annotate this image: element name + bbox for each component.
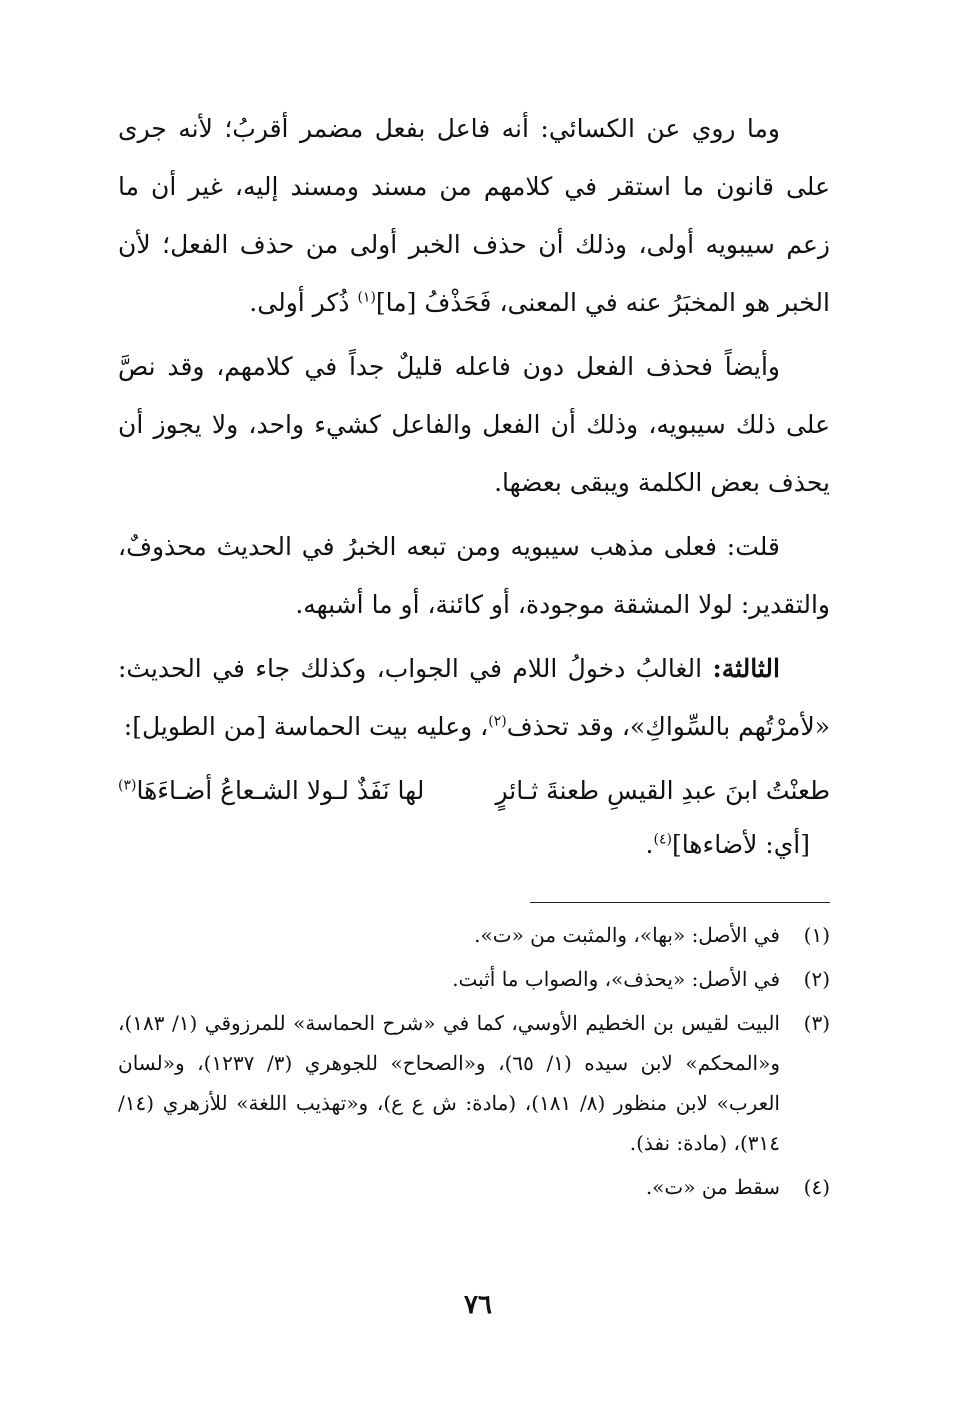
paragraph-2-text: وأيضاً فحذف الفعل دون فاعله قليلٌ جداً في كلامهم، وقد نصَّ على ذلك سيبويه، وذلك أن الفعل والفاعل كشيء واحد، ولا يجوز أن يحذف بعض الكلمة ويبقى بعضها. xyxy=(118,352,830,497)
verse-second-hemistich-wrap xyxy=(118,762,424,820)
verse-note xyxy=(118,820,830,870)
footnote-number: (٢) xyxy=(803,967,830,991)
footnote-text: في الأصل: «يحذف»، والصواب ما أثبت. xyxy=(452,967,780,991)
paragraph-4 xyxy=(118,640,830,756)
verse-first-hemistich: طعنْتُ ابنَ عبدِ القيسِ طعنةَ ثـائرٍ xyxy=(495,776,830,805)
paragraph-1 xyxy=(118,100,830,332)
footnote-ref-4[interactable]: (٤) xyxy=(653,831,672,848)
footnote-ref-2[interactable]: (٢) xyxy=(488,713,507,730)
paragraph-4-end: ، وعليه بيت الحماسة [من الطويل]: xyxy=(123,712,489,741)
footnote-ref-1[interactable]: (١) xyxy=(357,289,376,306)
verse-note-end: . xyxy=(645,830,654,859)
footnote-text: في الأصل: «بها»، والمثبت من «ت». xyxy=(474,923,780,947)
footnote-number: (٣) xyxy=(803,1011,830,1035)
footnote-text: سقط من «ت». xyxy=(645,1175,780,1199)
footnote-1 xyxy=(118,915,830,955)
footnote-number: (٤) xyxy=(803,1175,830,1199)
paragraph-4-text: الغالبُ دخولُ اللام في الجواب، وكذلك جاء في الحديث: «لأمرْتُهم بالسِّواكِ»، وقد تحذف xyxy=(118,654,830,741)
footnote-4 xyxy=(118,1167,830,1207)
paragraph-3 xyxy=(118,518,830,634)
footnote-2 xyxy=(118,959,830,999)
footnote-separator xyxy=(530,902,830,903)
paragraph-4-lead: الثالثة: xyxy=(712,654,780,683)
footnotes xyxy=(118,915,830,1207)
footnote-text: البيت لقيس بن الخطيم الأوسي، كما في «شرح الحماسة» للمرزوقي (١/ ١٨٣)، و«المحكم» لابن سيده (١/ ٦٥)، و«الصحاح» للجوهري (٣/ ١٢٣٧)، و«لسان العرب» لابن منظور (٨/ ١٨١)، (مادة: ش ع ع)، و«تهذيب اللغة» للأزهري (١٤/ ٣١٤)، (مادة: نفذ). xyxy=(118,1011,780,1155)
verse-note-text: [أي: لأضاءها] xyxy=(671,830,810,859)
paragraph-1-end: ذُكر أولى. xyxy=(249,288,358,317)
footnote-ref-3[interactable]: (٣) xyxy=(118,777,137,794)
footnote-number: (١) xyxy=(803,923,830,947)
paragraph-3-text: قلت: فعلى مذهب سيبويه ومن تبعه الخبرُ في الحديث محذوفٌ، والتقدير: لولا المشقة موجودة، أو كائنة، أو ما أشبهه. xyxy=(118,532,830,619)
paragraph-2 xyxy=(118,338,830,512)
paragraph-1-text: وما روي عن الكسائي: أنه فاعل بفعل مضمر أقربُ؛ لأنه جرى على قانون ما استقر في كلامهم من مسند ومسند إليه، غير أن ما زعم سيبويه أولى، وذلك أن حذف الخبر أولى من حذف الفعل؛ لأن الخبر هو المخبَرُ عنه في المعنى، فَحَذْفُ [ما] xyxy=(118,114,830,317)
footnote-3 xyxy=(118,1003,830,1163)
poetry-verse xyxy=(118,762,830,820)
main-text xyxy=(118,100,830,870)
verse-second-hemistich: لها نَفَذٌ لـولا الشـعاعُ أضـاءَهَا xyxy=(136,776,425,805)
page-number: ٧٦ xyxy=(464,1290,492,1320)
